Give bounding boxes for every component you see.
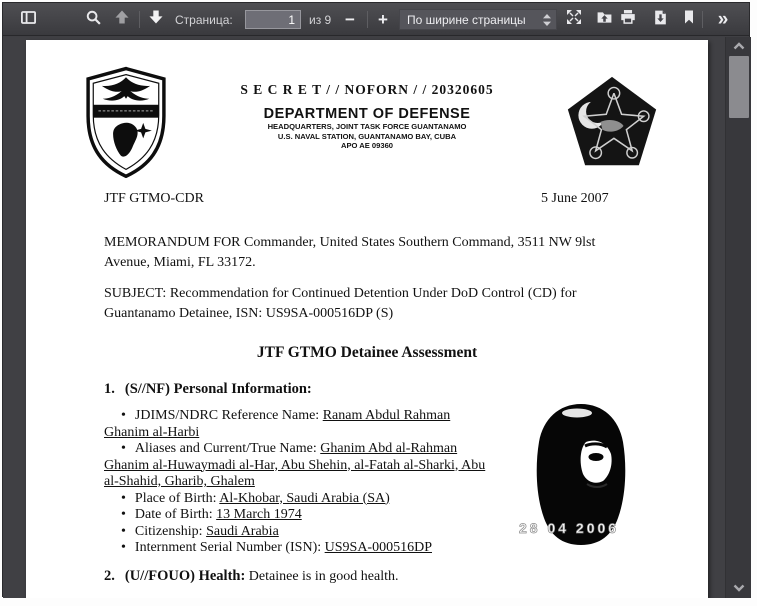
org-line-1: HEADQUARTERS, JOINT TASK FORCE GUANTANAMO [267, 122, 467, 131]
sidebar-toggle-button[interactable] [15, 3, 41, 36]
detainee-photo [507, 396, 655, 554]
item-value: Ranam Abdul Rahman Ghanim al-Harbi [104, 408, 451, 440]
folder-open-icon [596, 9, 613, 31]
bookmark-button[interactable] [677, 3, 701, 36]
section-text: Detainee is in good health. [248, 569, 399, 584]
scrollbar[interactable] [725, 37, 751, 598]
scrollbar-thumb[interactable] [729, 56, 749, 118]
download-button[interactable] [647, 3, 673, 36]
office-symbol: JTF GTMO-CDR [104, 191, 204, 206]
list-item [104, 507, 486, 524]
chevron-up-icon [732, 38, 746, 56]
org-name: DEPARTMENT OF DEFENSE [263, 106, 471, 122]
zoom-select[interactable] [399, 9, 557, 30]
item-label: Place of Birth: [134, 490, 217, 506]
memo-paragraph: MEMORANDUM FOR Commander, United States Southern Command, 3511 NW 9lst Avenue, Miami, FL 33172. [104, 235, 596, 270]
bookmark-icon [681, 9, 697, 30]
download-icon [652, 9, 669, 31]
toolbar-separator [702, 11, 703, 28]
chevron-down-icon [732, 580, 746, 598]
item-value: Ghanim Abd al-Rahman Ghanim al-Huwaymadi al-Har, Abu Shehin, al-Fatah al-Sharki, Abu al-Shahid, Gharib, Ghalem [104, 441, 486, 489]
list-item [104, 524, 486, 541]
org-header [26, 106, 708, 151]
toolbar-separator [139, 11, 140, 28]
scroll-up-button[interactable] [726, 38, 751, 55]
page-label: Страница: [175, 12, 233, 27]
list-item [104, 540, 486, 557]
classification-banner: S E C R E T / / NOFORN / / 20320605 [240, 82, 494, 97]
sidebar-toggle-icon [20, 9, 37, 31]
bullet-dot: • [121, 507, 126, 522]
bullet-dot: • [121, 490, 126, 506]
section-number: 2. [104, 568, 115, 584]
expand-arrows-icon [566, 9, 582, 30]
print-button[interactable] [614, 3, 642, 36]
item-value: US9SA-000516DP [324, 540, 432, 555]
toolbar-separator [367, 11, 368, 28]
zoom-select-value: По ширине страницы [407, 12, 526, 27]
zoom-out-button[interactable]: − [345, 10, 355, 29]
chevron-updown-icon [542, 13, 552, 30]
arrow-down-icon [147, 8, 165, 31]
page-count-label: из 9 [309, 12, 332, 27]
org-line-3: APO AE 09360 [340, 141, 394, 150]
item-label: JDIMS/NDRC Reference Name: [134, 408, 320, 423]
bullet-dot: • [121, 523, 126, 539]
item-value: 13 March 1974 [216, 507, 302, 522]
viewer-frame [2, 2, 750, 597]
item-label: Date of Birth: [134, 507, 213, 522]
photo-date-stamp: 28 04 2006 [519, 520, 620, 536]
presentation-mode-button[interactable] [561, 3, 587, 36]
personal-info-list [104, 408, 486, 557]
subject-paragraph: SUBJECT: Recommendation for Continued Detention Under DoD Control (CD) for Guantanamo Detainee, ISN: US9SA-000516DP (S) [104, 286, 577, 321]
page-number-input[interactable] [245, 10, 301, 29]
section-title: (S//NF) Personal Information: [124, 381, 312, 397]
section-1-heading [104, 381, 312, 398]
more-tools-button[interactable]: » [717, 9, 729, 30]
printer-icon [619, 8, 637, 31]
zoom-in-button[interactable]: + [378, 10, 388, 29]
previous-page-button[interactable] [108, 3, 136, 36]
item-value: Saudi Arabia [206, 523, 279, 539]
scroll-down-button[interactable] [726, 580, 751, 597]
toolbar [3, 3, 749, 36]
document-date: 5 June 2007 [541, 191, 609, 206]
list-item [104, 491, 486, 508]
next-page-button[interactable] [142, 3, 170, 36]
bullet-dot: • [121, 540, 126, 555]
section-number: 1. [104, 381, 115, 397]
document-page [26, 40, 708, 598]
item-label: Citizenship: [134, 523, 203, 539]
org-line-2: U.S. NAVAL STATION, GUANTANAMO BAY, CUBA [277, 131, 457, 141]
bullet-dot: • [121, 441, 126, 456]
section-title: (U//FOUO) Health: [124, 568, 246, 584]
viewer-area [3, 37, 751, 598]
arrow-up-icon [113, 8, 131, 31]
list-item [104, 408, 486, 441]
item-label: Internment Serial Number (ISN): [134, 540, 322, 555]
search-icon [85, 9, 102, 31]
section-2-paragraph [104, 568, 398, 585]
item-value: Al-Khobar, Saudi Arabia (SA) [219, 490, 390, 506]
assessment-title: JTF GTMO Detainee Assessment [256, 344, 478, 361]
bullet-dot: • [121, 408, 126, 423]
search-button[interactable] [80, 3, 106, 36]
item-label: Aliases and Current/True Name: [134, 441, 317, 456]
list-item [104, 441, 486, 491]
